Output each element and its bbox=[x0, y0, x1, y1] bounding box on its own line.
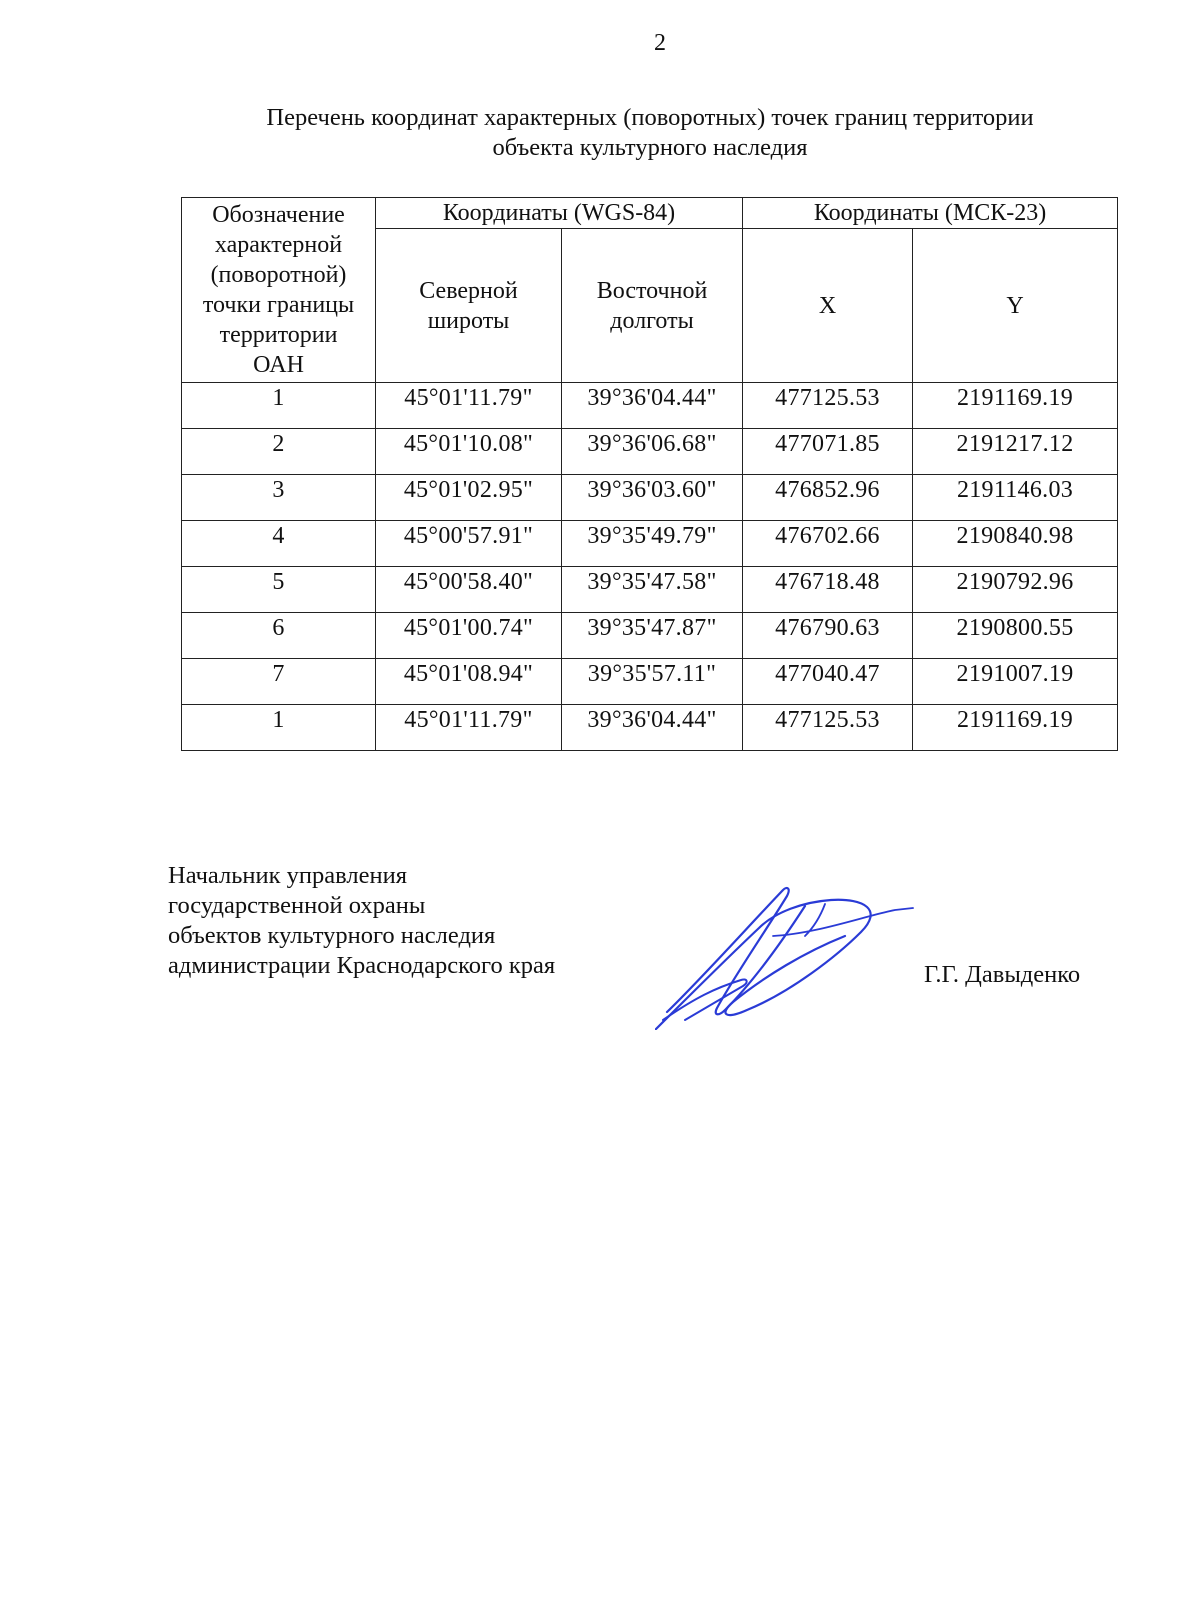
signatory-position-line: Начальник управления bbox=[168, 862, 407, 889]
longitude-cell: 39°36'03.60" bbox=[562, 475, 743, 521]
x-header: X bbox=[743, 229, 913, 383]
document-title-line-1: Перечень координат характерных (поворотных) точек границ территории bbox=[266, 104, 1034, 131]
table-row bbox=[182, 705, 1118, 751]
signatory-position-line: администрации Краснодарского края bbox=[168, 952, 556, 979]
table-row bbox=[182, 521, 1118, 567]
signatory-name: Г.Г. Давыденко bbox=[924, 961, 1081, 988]
x-cell: 477040.47 bbox=[743, 659, 913, 705]
y-cell: 2190792.96 bbox=[913, 567, 1118, 613]
longitude-cell: 39°36'04.44" bbox=[562, 705, 743, 751]
latitude-cell: 45°01'11.79" bbox=[376, 383, 562, 429]
signature-stroke bbox=[773, 904, 913, 936]
signatory-position bbox=[168, 861, 555, 981]
longitude-cell: 39°35'47.58" bbox=[562, 567, 743, 613]
document-title bbox=[180, 103, 1120, 163]
point-number-cell: 4 bbox=[182, 521, 376, 567]
latitude-cell: 45°00'58.40" bbox=[376, 567, 562, 613]
table-row bbox=[182, 567, 1118, 613]
longitude-cell: 39°36'06.68" bbox=[562, 429, 743, 475]
table-row bbox=[182, 475, 1118, 521]
table-row bbox=[182, 659, 1118, 705]
latitude-cell: 45°01'10.08" bbox=[376, 429, 562, 475]
document-title-line-2: объекта культурного наследия bbox=[492, 134, 808, 161]
y-cell: 2190800.55 bbox=[913, 613, 1118, 659]
signatory-position-line: объектов культурного наследия bbox=[168, 922, 496, 949]
longitude-cell: 39°35'49.79" bbox=[562, 521, 743, 567]
x-cell: 476790.63 bbox=[743, 613, 913, 659]
page-number: 2 bbox=[654, 30, 666, 56]
longitude-cell: 39°36'04.44" bbox=[562, 383, 743, 429]
table-row bbox=[182, 429, 1118, 475]
latitude-header: Северной широты bbox=[376, 229, 562, 383]
msk23-group-header: Координаты (МСК-23) bbox=[743, 198, 1118, 229]
longitude-header: Восточной долготы bbox=[562, 229, 743, 383]
latitude-cell: 45°01'00.74" bbox=[376, 613, 562, 659]
point-number-cell: 3 bbox=[182, 475, 376, 521]
longitude-cell: 39°35'57.11" bbox=[562, 659, 743, 705]
y-cell: 2191217.12 bbox=[913, 429, 1118, 475]
latitude-cell: 45°00'57.91" bbox=[376, 521, 562, 567]
y-cell: 2190840.98 bbox=[913, 521, 1118, 567]
x-cell: 476718.48 bbox=[743, 567, 913, 613]
longitude-cell: 39°35'47.87" bbox=[562, 613, 743, 659]
y-cell: 2191146.03 bbox=[913, 475, 1118, 521]
point-number-cell: 1 bbox=[182, 383, 376, 429]
x-cell: 476852.96 bbox=[743, 475, 913, 521]
latitude-cell: 45°01'08.94" bbox=[376, 659, 562, 705]
latitude-cell: 45°01'02.95" bbox=[376, 475, 562, 521]
x-cell: 477125.53 bbox=[743, 705, 913, 751]
signatory-position-line: государственной охраны bbox=[168, 892, 426, 919]
coordinates-table bbox=[181, 197, 1118, 751]
point-designation-header: Обозначение характерной (поворотной) точки границы территории ОАН bbox=[182, 198, 376, 383]
y-cell: 2191169.19 bbox=[913, 705, 1118, 751]
x-cell: 476702.66 bbox=[743, 521, 913, 567]
latitude-cell: 45°01'11.79" bbox=[376, 705, 562, 751]
table-row bbox=[182, 383, 1118, 429]
point-number-cell: 7 bbox=[182, 659, 376, 705]
y-cell: 2191169.19 bbox=[913, 383, 1118, 429]
point-number-cell: 1 bbox=[182, 705, 376, 751]
y-header: Y bbox=[913, 229, 1118, 383]
y-cell: 2191007.19 bbox=[913, 659, 1118, 705]
point-number-cell: 5 bbox=[182, 567, 376, 613]
point-number-cell: 6 bbox=[182, 613, 376, 659]
point-number-cell: 2 bbox=[182, 429, 376, 475]
handwritten-signature bbox=[655, 880, 915, 1030]
table-row bbox=[182, 613, 1118, 659]
x-cell: 477125.53 bbox=[743, 383, 913, 429]
wgs84-group-header: Координаты (WGS-84) bbox=[376, 198, 743, 229]
x-cell: 477071.85 bbox=[743, 429, 913, 475]
